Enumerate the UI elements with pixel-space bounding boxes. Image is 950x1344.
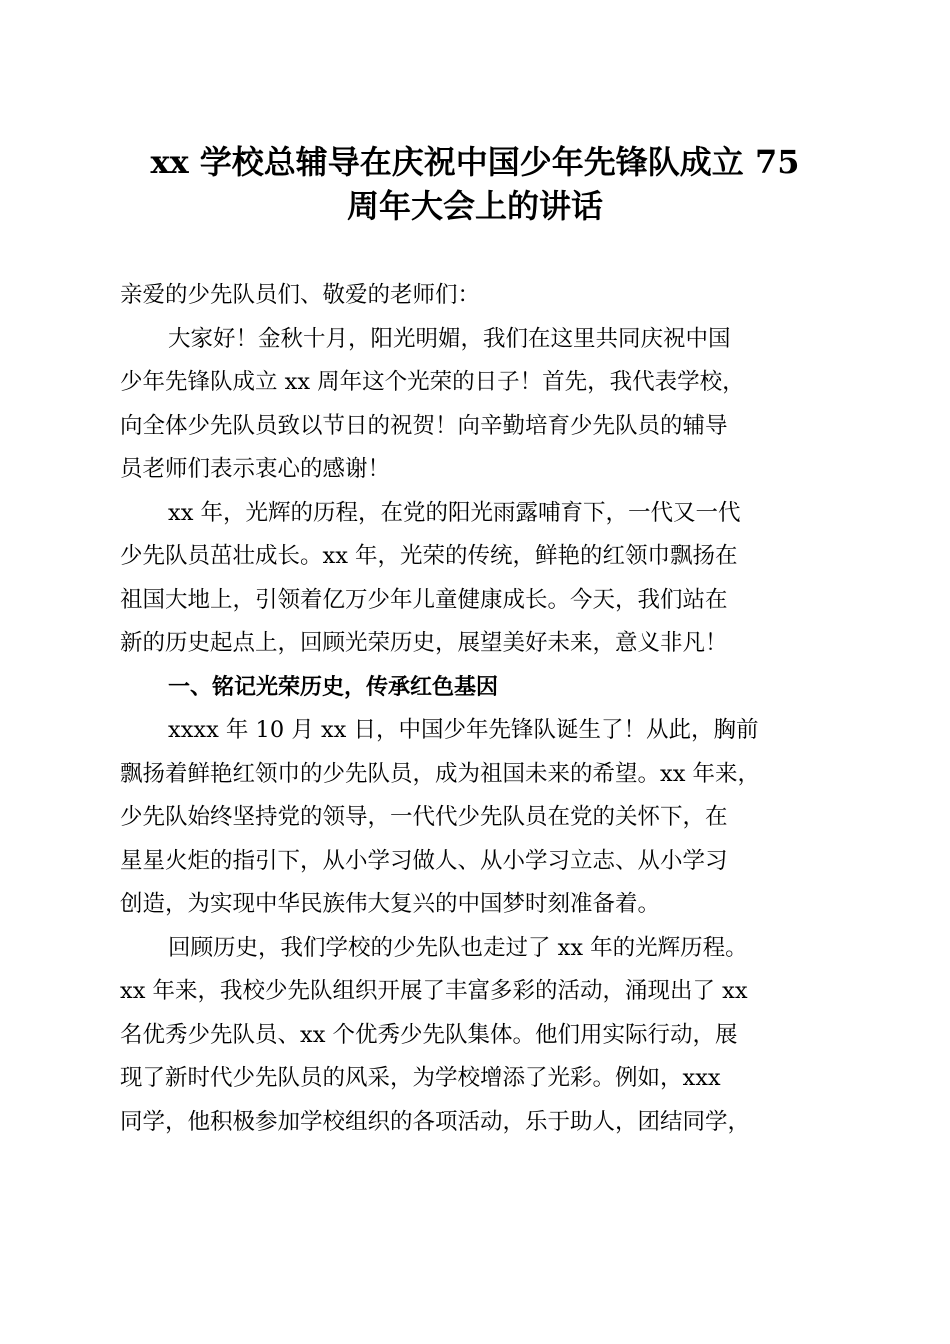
paragraph-line: xx 年来，我校少先队组织开展了丰富多彩的活动，涌现出了 xx [120,978,748,1004]
paragraph-line: xx 年，光辉的历程，在党的阳光雨露哺育下，一代又一代 [168,499,741,526]
paragraph-line: 祖国大地上，引领着亿万少年儿童健康成长。今天，我们站在 [120,586,728,613]
paragraph-line: 新的历史起点上，回顾光荣历史，展望美好未来，意义非凡！ [120,630,728,656]
paragraph-line: 向全体少先队员致以节日的祝贺！向辛勤培育少先队员的辅导 [120,412,728,439]
paragraph-line: 少先队员茁壮成长。xx 年，光荣的传统，鲜艳的红领巾飘扬在 [120,543,738,569]
paragraph-line: 大家好！金秋十月，阳光明媚，我们在这里共同庆祝中国 [168,325,731,352]
paragraph-line: xxxx 年 10 月 xx 日，中国少年先锋队诞生了！从此，胸前 [168,717,759,743]
paragraph-line: 现了新时代少先队员的风采，为学校增添了光彩。例如，xxx [120,1065,721,1091]
paragraph-line: 同学，他积极参加学校组织的各项活动，乐于助人，团结同学， [120,1108,751,1135]
paragraph-line: 回顾历史，我们学校的少先队也走过了 xx 年的光辉历程。 [168,934,748,961]
paragraph-line: 飘扬着鲜艳红领巾的少先队员，成为祖国未来的希望。xx 年来， [120,760,761,787]
paragraph-line: 员老师们表示衷心的感谢！ [120,456,391,482]
document-title-line-1: xx 学校总辅导在庆祝中国少年先锋队成立 75 [150,143,800,181]
paragraph-line: 名优秀少先队员、xx 个优秀少先队集体。他们用实际行动，展 [120,1021,738,1048]
document-body [120,274,840,1144]
salutation: 亲爱的少先队员们、敬爱的老师们： [120,282,481,308]
paragraph-line: 创造，为实现中华民族伟大复兴的中国梦时刻准备着。 [120,891,661,917]
section-heading: 一、铭记光荣历史，传承红色基因 [168,674,499,700]
paragraph-line: 少先队始终坚持党的领导，一代代少先队员在党的关怀下，在 [120,804,728,830]
paragraph-line: 少年先锋队成立 xx 周年这个光荣的日子！首先，我代表学校， [120,369,745,395]
paragraph-line: 星星火炬的指引下，从小学习做人、从小学习立志、从小学习 [120,847,728,874]
document-title-line-2: 周年大会上的讲话 [346,187,603,225]
